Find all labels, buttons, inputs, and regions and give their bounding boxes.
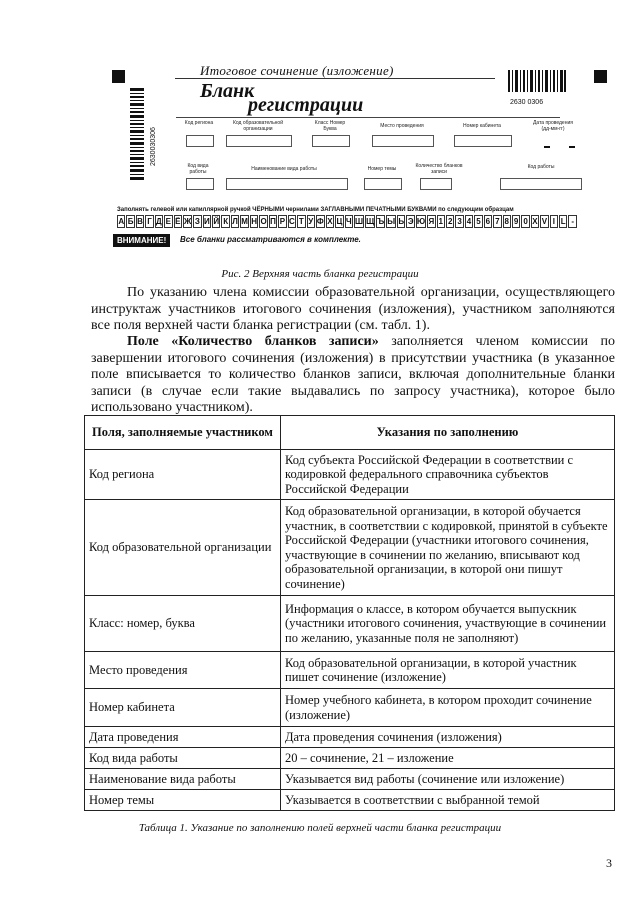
table-caption: Таблица 1. Указание по заполнению полей верхней части бланка регистрации (138, 822, 502, 834)
sample-char: И (203, 217, 210, 226)
field-box-room (454, 135, 512, 147)
attention-text: Все бланки рассматриваются в комплекте. (180, 235, 361, 244)
sample-char: Щ (366, 217, 375, 226)
table-cell-field: Класс: номер, буква (85, 596, 281, 652)
sample-char: 6 (485, 217, 491, 226)
field-label: Код работы (527, 164, 555, 170)
field-label: Дата проведения (дд-мм-гг) (533, 120, 573, 132)
table-header-instruction: Указания по заполнению (281, 416, 615, 450)
table-row (85, 500, 615, 596)
sample-char: 7 (495, 217, 500, 226)
field-box-work-name (226, 178, 348, 190)
sample-char: Я (428, 217, 435, 226)
sample-char: У (308, 217, 314, 226)
sample-char: Г (147, 217, 152, 226)
sample-char: В (137, 217, 143, 226)
date-separator (569, 146, 575, 148)
table-cell-note: Код образовательной организации, в которой участник пишет сочинение (изложение) (281, 652, 615, 689)
sample-char: Б (127, 217, 134, 226)
paragraph-body: заполняется членом комиссии по завершении итогового сочинения (изложения) в присутствии участника (в указанное поле вписывается то количество бланков записи, включая дополнительные бланки записи (в случае если такие выдавались по запросу участника), которое было использовано участником). (91, 334, 615, 416)
attention-label: ВНИМАНИЕ! (113, 234, 170, 247)
vertical-barcode-icon (130, 88, 162, 180)
sample-char: 8 (504, 217, 509, 226)
sample-char: Е (165, 217, 171, 226)
sample-char: К (223, 217, 229, 226)
field-label: Наименование вида работы (251, 166, 317, 172)
field-label: Код образовательной организации (232, 120, 284, 132)
sample-char: L (560, 217, 566, 226)
table-row (85, 748, 615, 769)
sample-char: Ы (387, 217, 396, 226)
field-box-region (186, 135, 214, 147)
sample-char: М (241, 217, 248, 226)
table-cell-note: Указывается в соответствии с выбранной темой (281, 790, 615, 811)
sample-char: 1 (438, 217, 443, 226)
field-box-sheet-count (420, 178, 452, 190)
field-label: Код вида работы (187, 163, 209, 175)
sample-char: Ё (175, 217, 181, 226)
sample-char: Ь (398, 217, 405, 226)
field-box-place (372, 135, 434, 147)
paragraph-bold-lead: Поле «Количество бланков записи» (127, 334, 379, 349)
sample-char: 2 (447, 217, 453, 226)
sample-char: Р (279, 217, 286, 226)
table-row (85, 727, 615, 748)
table-cell-field: Дата проведения (85, 727, 281, 748)
sample-char: X (532, 217, 538, 226)
sample-char: Н (251, 217, 258, 226)
table-header-row (85, 416, 615, 450)
field-box-topic (364, 178, 402, 190)
table-cell-field: Код вида работы (85, 748, 281, 769)
sample-char: Ш (355, 217, 364, 226)
field-label: Номер темы (367, 166, 397, 172)
table-cell-note: Номер учебного кабинета, в котором проходит сочинение (изложение) (281, 689, 615, 727)
figure-caption: Рис. 2 Верхняя часть бланка регистрации (221, 268, 419, 280)
table-row (85, 769, 615, 790)
page-number: 3 (606, 856, 612, 870)
form-heading-registration: регистрации (248, 94, 364, 116)
sample-char: А (118, 217, 125, 226)
table-header-field: Поля, заполняемые участником (85, 416, 281, 450)
sample-char: Ж (183, 217, 192, 226)
sample-char: 4 (466, 217, 472, 226)
table-cell-field: Код образовательной организации (85, 500, 281, 596)
sample-char: 3 (457, 217, 462, 226)
horizontal-barcode-icon (508, 70, 566, 100)
sample-char: С (288, 217, 295, 226)
horizontal-barcode-number: 2630 0306 (510, 99, 544, 106)
sample-char: Ф (316, 217, 324, 226)
divider (176, 117, 560, 118)
sample-char: Ъ (377, 217, 385, 226)
table-cell-note: Информация о классе, в котором обучается выпускник (участники итогового сочинения, участвующие в сочинении по желанию, указанные поля не заполняют) (281, 596, 615, 652)
form-heading-blank: Бланк (200, 80, 255, 102)
field-label: Код региона (184, 120, 214, 126)
corner-marker-right (594, 70, 607, 83)
sample-char: 9 (513, 217, 519, 226)
corner-marker-left (112, 70, 125, 83)
sample-char: Х (327, 217, 333, 226)
sample-char: Ю (416, 217, 426, 226)
sample-char: З (194, 217, 200, 226)
table-row (85, 652, 615, 689)
table-cell-note: Дата проведения сочинения (изложения) (281, 727, 615, 748)
table-row (85, 596, 615, 652)
field-box-work-id (500, 178, 582, 190)
sample-char: Ц (336, 217, 343, 226)
sample-char: Л (232, 217, 238, 226)
paragraph-instruction: По указанию члена комиссии образовательной организации, осуществляющего инструктаж участников итогового сочинения (изложения), участником заполняются все поля верхней части бланка регистрации (см. табл. 1). (91, 285, 615, 334)
table-cell-field: Наименование вида работы (85, 769, 281, 790)
table-cell-note: Код субъекта Российской Федерации в соответствии с кодировкой федерального справочника субъектов Российской Федерации (281, 450, 615, 500)
sample-char: 0 (523, 217, 528, 226)
field-box-org-code (226, 135, 292, 147)
date-separator (544, 146, 550, 148)
table-cell-field: Место проведения (85, 652, 281, 689)
sample-char: - (568, 215, 576, 228)
form-title: Итоговое сочинение (изложение) (200, 63, 394, 78)
table-cell-note: Код образовательной организации, в которой обучается участник, в соответствии с кодировкой, принятой в субъекте Российской Федерации (участники итогового сочинения, участвующие в сочинении по желанию, вписывают код образовательной организации, в которой они пишут сочинение) (281, 500, 615, 596)
sample-char: О (260, 217, 267, 226)
sample-char: Ч (345, 217, 352, 226)
sample-char: V (541, 217, 548, 226)
table-row (85, 790, 615, 811)
fill-instruction: Заполнять гелевой или капиллярной ручкой ЧЁРНЫМИ чернилами ЗАГЛАВНЫМИ ПЕЧАТНЫМИ БУКВАМИ по следующим образцам (117, 207, 514, 213)
sample-characters (117, 215, 577, 228)
table-row (85, 450, 615, 500)
fields-table (84, 415, 615, 811)
field-box-work-code (186, 178, 214, 190)
sample-char: Т (298, 217, 304, 226)
table-cell-note: 20 – сочинение, 21 – изложение (281, 748, 615, 769)
sample-char: I (550, 215, 558, 228)
sample-char: Д (156, 217, 162, 226)
table-row (85, 689, 615, 727)
sample-char: Й (213, 217, 220, 226)
paragraph-sheet-count (91, 334, 615, 417)
sample-char: П (270, 217, 276, 226)
table-cell-note: Указывается вид работы (сочинение или изложение) (281, 769, 615, 790)
sample-char: 5 (476, 217, 481, 226)
sample-char: Э (407, 217, 414, 226)
table-cell-field: Номер кабинета (85, 689, 281, 727)
field-label: Номер кабинета (463, 123, 501, 129)
field-label: Количество бланков записи (415, 163, 463, 175)
field-label: Место проведения (380, 123, 424, 129)
table-cell-field: Номер темы (85, 790, 281, 811)
table-cell-field: Код региона (85, 450, 281, 500)
field-label: Класс Номер Буква (314, 120, 346, 132)
divider (175, 78, 495, 79)
field-box-class (312, 135, 350, 147)
